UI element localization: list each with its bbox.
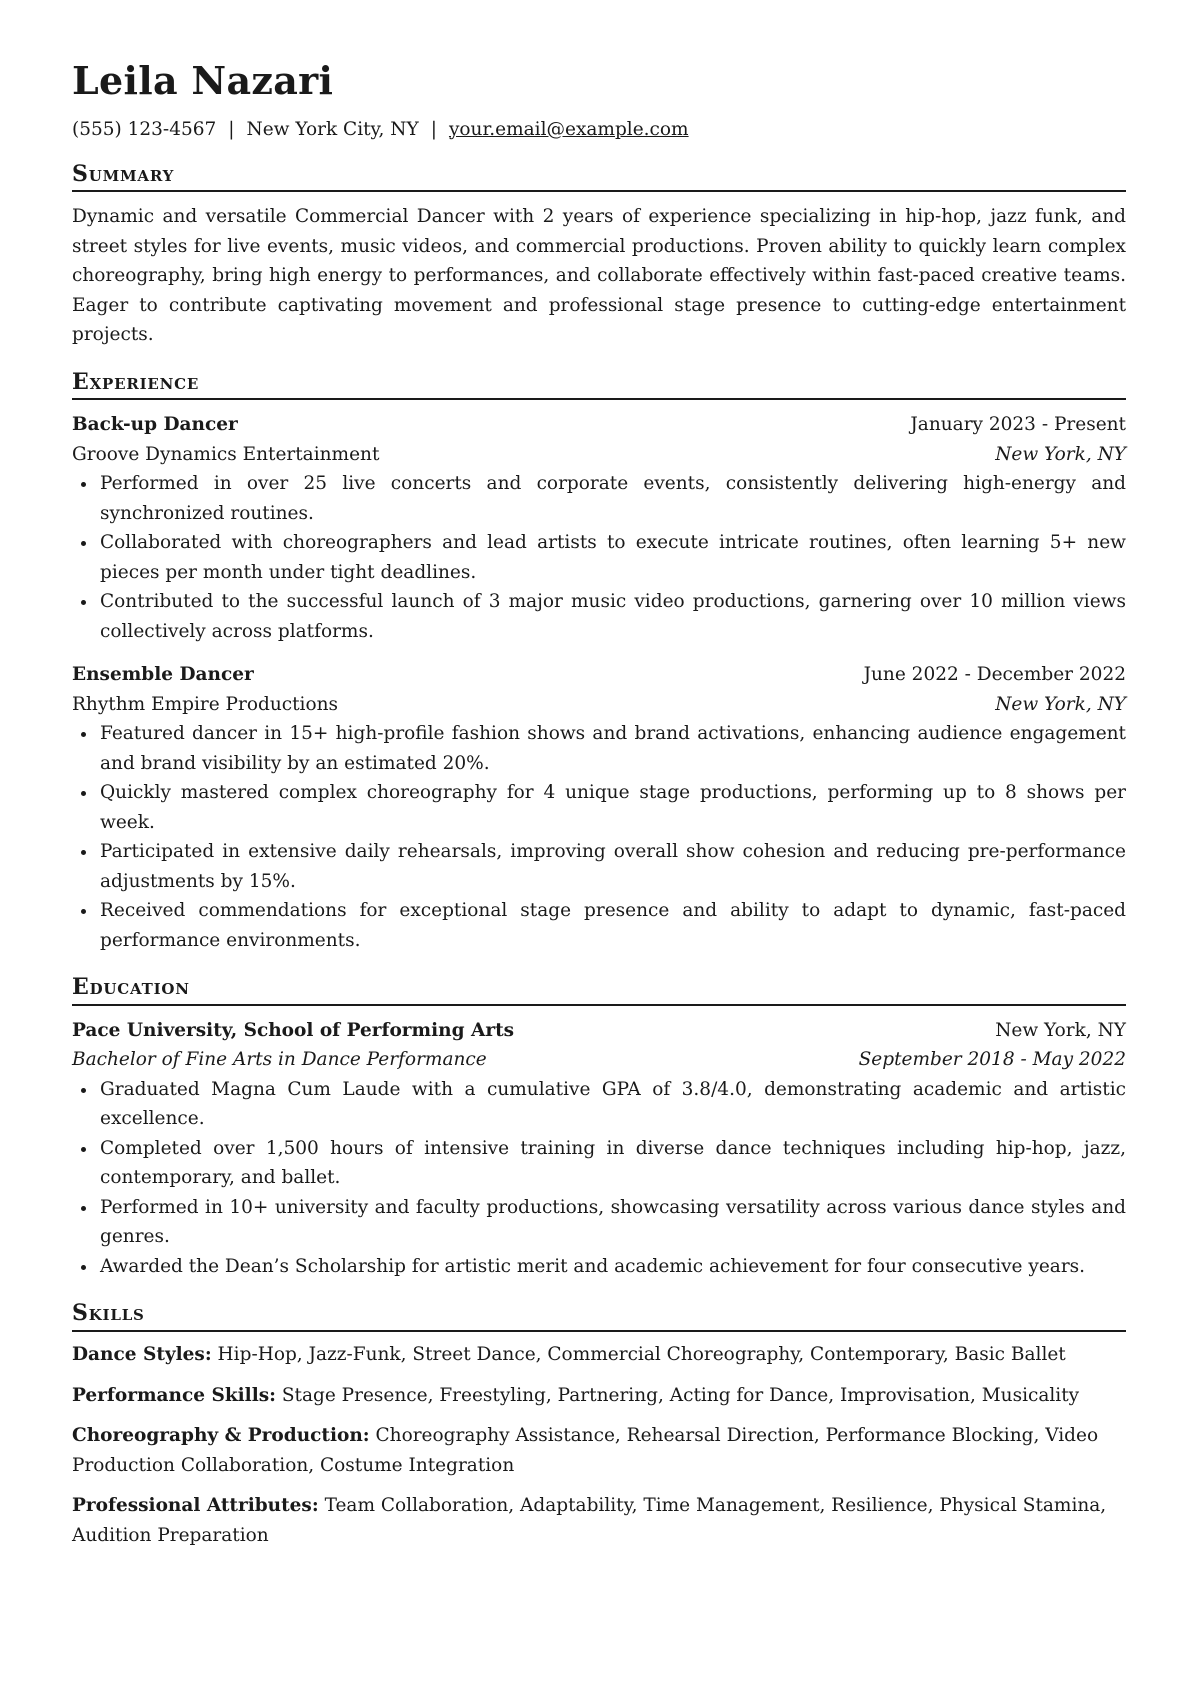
skill-line: [72, 1340, 1126, 1370]
candidate-name: Leila Nazari: [72, 58, 334, 103]
job-dates: June 2022 - December 2022: [863, 664, 1126, 686]
list-item: Collaborated with choreographers and lead artists to execute intricate routines, often learning 5+ new pieces per month under tight deadlines.: [72, 528, 1126, 587]
skill-label: Professional Attributes:: [72, 1495, 319, 1517]
list-item: Performed in over 25 live concerts and corporate events, consistently delivering high-energy and synchronized routines.: [72, 469, 1126, 528]
education-section: [72, 973, 1126, 1281]
summary-text: Dynamic and versatile Commercial Dancer with 2 years of experience specializing in hip-hop, jazz funk, and street styles for live events, music videos, and commercial productions. Proven ability to quickly learn complex choreography, bring high energy to performances, and collaborate effectively within fast-paced creative teams. Eager to contribute captivating movement and professional stage presence to cutting-edge entertainment projects.: [72, 206, 1126, 346]
list-item: Quickly mastered complex choreography for 4 unique stage productions, performing up to 8 shows per week.: [72, 778, 1126, 837]
experience-heading: Experience: [72, 368, 1126, 401]
list-item: Performed in 10+ university and faculty productions, showcasing versatility across various dance styles and genres.: [72, 1193, 1126, 1252]
school-name: Pace University, School of Performing Arts: [72, 1019, 515, 1041]
job-company-row: [72, 440, 1126, 470]
degree-name: Bachelor of Fine Arts in Dance Performance: [72, 1049, 487, 1071]
list-item: Featured dancer in 15+ high-profile fashion shows and brand activations, enhancing audience engagement and brand visibility by an estimated 20%.: [72, 719, 1126, 778]
job-title-row: [72, 660, 1126, 690]
skill-label: Dance Styles:: [72, 1344, 212, 1366]
education-bullets: [72, 1075, 1126, 1282]
list-item: Contributed to the successful launch of 3 major music video productions, garnering over 10 million views collectively across platforms.: [72, 587, 1126, 646]
job-location: New York, NY: [995, 693, 1126, 715]
skill-line: [72, 1491, 1126, 1550]
list-item: Received commendations for exceptional stage presence and ability to adapt to dynamic, fast-paced performance environments.: [72, 896, 1126, 955]
list-item: Awarded the Dean’s Scholarship for artistic merit and academic achievement for four consecutive years.: [72, 1252, 1126, 1282]
job-entry: [72, 410, 1126, 646]
skills-section: [72, 1299, 1126, 1550]
job-location: New York, NY: [995, 443, 1126, 465]
school-row: [72, 1016, 1126, 1046]
skill-label: Choreography & Production:: [72, 1425, 370, 1447]
location: New York City, NY: [246, 118, 419, 140]
job-bullets: [72, 719, 1126, 955]
education-dates: September 2018 - May 2022: [858, 1049, 1126, 1071]
skill-line: [72, 1381, 1126, 1411]
job-company-row: [72, 690, 1126, 720]
job-title-row: [72, 410, 1126, 440]
skill-label: Performance Skills:: [72, 1384, 276, 1406]
skill-values: Choreography Assistance, Rehearsal Direction, Performance Blocking, Video Production Collaboration, Costume Integration: [72, 1425, 1099, 1476]
experience-section: [72, 368, 1126, 956]
skill-values: Stage Presence, Freestyling, Partnering, Acting for Dance, Improvisation, Musicality: [281, 1384, 1080, 1406]
list-item: Graduated Magna Cum Laude with a cumulative GPA of 3.8/4.0, demonstrating academic and artistic excellence.: [72, 1075, 1126, 1134]
list-item: Participated in extensive daily rehearsals, improving overall show cohesion and reducing pre-performance adjustments by 15%.: [72, 837, 1126, 896]
skills-heading: Skills: [72, 1299, 1126, 1332]
job-bullets: [72, 469, 1126, 646]
summary-section: [72, 160, 1126, 350]
job-role: Back-up Dancer: [72, 414, 238, 436]
job-role: Ensemble Dancer: [72, 664, 254, 686]
school-location: New York, NY: [995, 1019, 1126, 1041]
summary-heading: Summary: [72, 160, 1126, 193]
job-company: Rhythm Empire Productions: [72, 693, 338, 715]
contact-line: [72, 118, 1126, 142]
phone-number: (555) 123-4567: [72, 118, 217, 140]
job-company: Groove Dynamics Entertainment: [72, 443, 380, 465]
email-link[interactable]: your.email@example.com: [448, 118, 689, 140]
skill-line: [72, 1421, 1126, 1480]
list-item: Completed over 1,500 hours of intensive training in diverse dance techniques including hip-hop, jazz, contemporary, and ballet.: [72, 1134, 1126, 1193]
job-entry: [72, 660, 1126, 955]
skill-values: Team Collaboration, Adaptability, Time Management, Resilience, Physical Stamina, Audition Preparation: [72, 1495, 1107, 1546]
contact-separator: |: [430, 118, 437, 140]
education-heading: Education: [72, 973, 1126, 1006]
education-entry: [72, 1016, 1126, 1282]
skill-values: Hip-Hop, Jazz-Funk, Street Dance, Commercial Choreography, Contemporary, Basic Ballet: [217, 1344, 1066, 1366]
degree-row: [72, 1045, 1126, 1075]
contact-separator: |: [228, 118, 235, 140]
job-dates: January 2023 - Present: [910, 414, 1126, 436]
